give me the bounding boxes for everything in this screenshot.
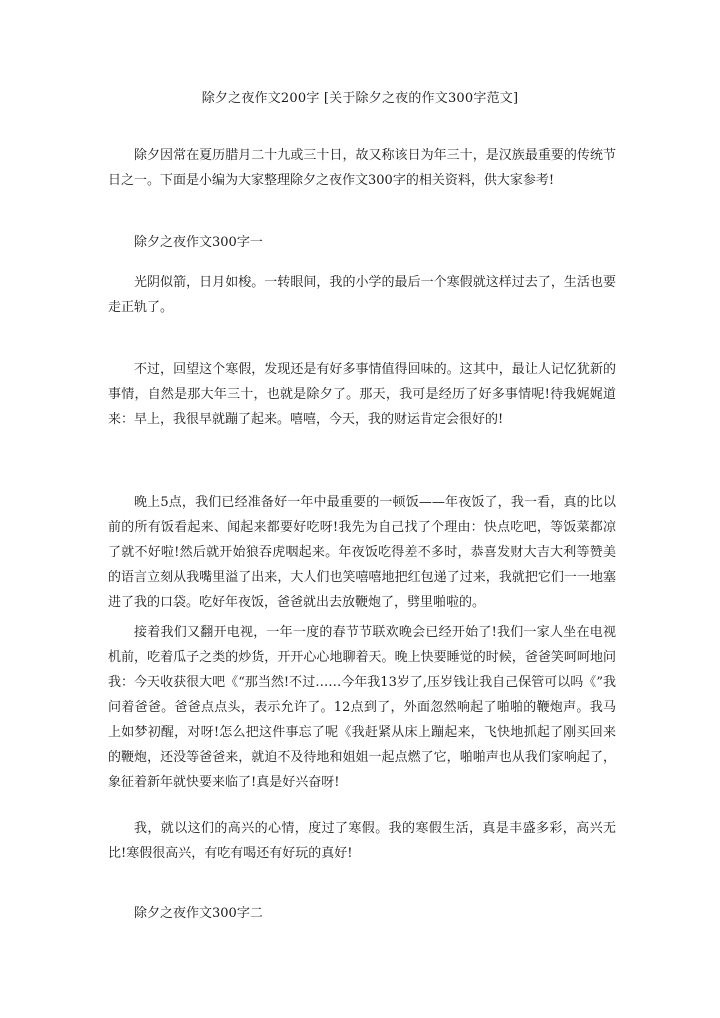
body-paragraph-4: 接着我们又翻开电视，一年一度的春节节联欢晚会已经开始了!我们一家人坐在电视机前，吃着瓜子之类的炒货，开开心心地聊着天。晚上快要睡觉的时候，爸爸笑呵呵地问我：今天收获很大吧《“那当然!不过……今年我13岁了,压岁钱让我自己保管可以吗《”我问着爸爸。爸爸点点头，表示允许了。12点到了，外面忽然响起了啪啪的鞭炮声。我马上如梦初醒，对呀!怎么把这件事忘了呢《我赶紧从床上蹦起来，飞快地抓起了刚买回来的鞭炮，还没等爸爸来，就迫不及待地和姐姐一起点燃了它，啪啪声也从我们家响起了，象征着新年就快要来临了!真是好兴奋呀!: [108, 625, 616, 790]
body-paragraph-5: 我，就以这们的高兴的心情，度过了寒假。我的寒假生活，真是丰盛多彩，高兴无比!寒假很高兴，有吃有喝还有好玩的真好!: [108, 821, 616, 861]
section-heading-1: 除夕之夜作文300字一: [134, 235, 263, 250]
document-title: 除夕之夜作文200字 [关于除夕之夜的作文300字范文]: [201, 91, 519, 106]
body-paragraph-3: 晚上5点，我们已经准备好一年中最重要的一顿饭——年夜饭了，我一看，真的比以前的所有饭看起来、闻起来都要好吃呀!我先为自己找了个理由：快点吃吧，等饭菜都凉了就不好啦!然后就开始狼吞虎咽起来。年夜饭吃得差不多时，恭喜发财大吉大利等赞美的语言立刻从我嘴里溢了出来，大人们也笑嘻嘻地把红包递了过来，我就把它们一一地塞进了我的口袋。吃好年夜饭，爸爸就出去放鞭炮了，劈里啪啦的。: [108, 495, 616, 610]
intro-paragraph: 除夕因常在夏历腊月二十九或三十日，故又称该日为年三十，是汉族最重要的传统节日之一。下面是小编为大家整理除夕之夜作文300字的相关资料，供大家参考!: [108, 148, 616, 188]
body-paragraph-1: 光阴似箭，日月如梭。一转眼间，我的小学的最后一个寒假就这样过去了，生活也要走正轨了。: [108, 275, 616, 315]
section-heading-2: 除夕之夜作文300字二: [134, 906, 263, 921]
body-paragraph-2: 不过，回望这个寒假，发现还是有好多事情值得回味的。这其中，最让人记忆犹新的事情，自然是那大年三十，也就是除夕了。那天，我可是经历了好多事情呢!待我娓娓道来：早上，我很早就蹦了起来。嘻嘻，今天，我的财运肯定会很好的!: [108, 362, 616, 427]
